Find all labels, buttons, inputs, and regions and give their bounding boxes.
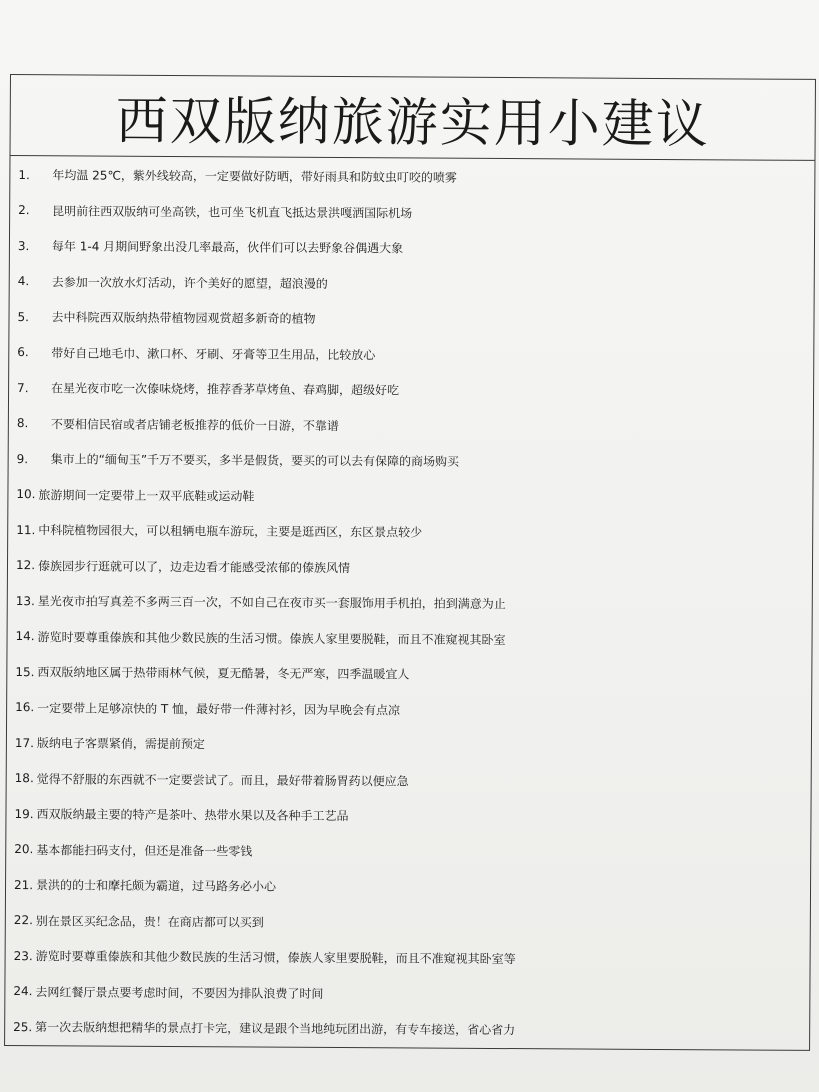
tip-text: 一定要带上足够凉快的 T 恤，最好带一件薄衬衫，因为早晚会有点凉	[37, 700, 401, 718]
tip-number: 7.	[17, 380, 29, 395]
tip-item	[7, 618, 811, 658]
tip-number: 13.	[15, 593, 35, 608]
tip-item	[5, 1009, 809, 1049]
tip-text: 基本都能扫码支付，但还是准备一些零钱	[36, 842, 253, 859]
tip-number: 21.	[14, 877, 34, 892]
tip-number: 17.	[14, 735, 35, 750]
tip-text: 集市上的“缅甸玉”千万不要买，多半是假货，要买的可以去有保障的商场购买	[50, 452, 460, 470]
tip-number: 9.	[16, 451, 29, 466]
tip-text: 游览时要尊重傣族和其他少数民族的生活习惯，傣族人家里要脱鞋，而且不准窥视其卧室等	[35, 949, 516, 967]
tip-item	[8, 583, 812, 623]
tip-text: 每年 1-4 月期间野象出没几率最高，伙伴们可以去野象谷偶遇大象	[51, 239, 404, 256]
tip-text: 去网红餐厅景点要考虑时间，不要因为排队浪费了时间	[35, 984, 324, 1001]
tip-number: 5.	[17, 309, 30, 324]
tip-item	[9, 405, 813, 445]
tip-number: 15.	[15, 664, 35, 679]
tip-number: 4.	[17, 274, 30, 289]
tip-text: 别在景区买纪念品，贵！在商店都可以买到	[35, 913, 264, 930]
tip-text: 景洪的的士和摩托颇为霸道，过马路务必小心	[36, 878, 277, 894]
tip-item	[6, 902, 810, 942]
tip-item	[10, 264, 814, 304]
tip-number: 25.	[13, 1019, 33, 1034]
tip-number: 3.	[17, 238, 30, 253]
tip-item	[5, 973, 809, 1013]
tip-number: 11.	[16, 522, 36, 537]
document-title: 西双版纳旅游实用小建议	[115, 91, 710, 155]
tip-item	[10, 157, 814, 197]
tip-item	[9, 299, 813, 339]
tip-item	[7, 654, 811, 694]
tip-number: 16.	[15, 700, 35, 715]
tip-number: 1.	[18, 167, 30, 182]
tip-number: 12.	[15, 558, 36, 573]
tip-text: 西双版纳最主要的特产是茶叶、热带水果以及各种手工艺品	[36, 807, 349, 824]
tip-number: 18.	[14, 771, 34, 786]
tip-item	[7, 760, 811, 800]
tip-item	[6, 796, 810, 836]
tip-item	[10, 228, 814, 268]
tip-number: 2.	[18, 203, 30, 218]
tip-text: 在星光夜市吃一次傣味烧烤，推荐香茅草烤鱼、春鸡脚，超级好吃	[51, 381, 400, 398]
tip-text: 觉得不舒服的东西就不一定要尝试了。而且，最好带着肠胃药以便应急	[36, 771, 409, 789]
tip-item	[10, 193, 814, 233]
tip-item	[9, 441, 813, 481]
tip-item	[7, 689, 811, 729]
tips-list	[5, 157, 814, 1049]
tip-number: 6.	[17, 345, 29, 360]
tip-text: 西双版纳地区属于热带雨林气候，夏无酷暑，冬无严寒，四季温暖宜人	[37, 665, 410, 682]
tip-number: 23.	[13, 948, 33, 963]
tip-item	[6, 938, 810, 978]
tip-item	[8, 476, 812, 516]
tip-text: 不要相信民宿或者店铺老板推荐的低价一日游，不靠谱	[50, 417, 339, 433]
tip-number: 22.	[13, 913, 33, 928]
tip-number: 14.	[15, 629, 35, 644]
tip-text: 第一次去版纳想把精华的景点打卡完，建议是跟个当地纯玩团出游，有专车接送，省心省力	[35, 1020, 516, 1038]
tip-item	[9, 370, 813, 410]
tip-text: 中科院植物园很大，可以租辆电瓶车游玩，主要是逛西区，东区景点较少	[38, 523, 423, 540]
tip-text: 昆明前往西双版纳可坐高铁，也可坐飞机直飞抵达景洪嘎洒国际机场	[52, 204, 413, 221]
tip-item	[6, 867, 810, 907]
document-frame	[4, 74, 816, 1051]
tip-item	[7, 725, 811, 765]
title-box	[10, 75, 814, 161]
tip-text: 年均温 25℃，紫外线较高，一定要做好防晒，带好雨具和防蚊虫叮咬的喷雾	[52, 168, 457, 185]
tip-text: 版纳电子客票紧俏，需提前预定	[36, 736, 205, 752]
tip-item	[8, 512, 812, 552]
tip-item	[6, 831, 810, 871]
tip-item	[9, 335, 813, 375]
tip-number: 10.	[16, 487, 36, 502]
tip-text: 游览时要尊重傣族和其他少数民族的生活习惯。傣族人家里要脱鞋，而且不准窥视其卧室	[37, 629, 506, 647]
tip-text: 旅游期间一定要带上一双平底鞋或运动鞋	[38, 487, 255, 504]
tip-number: 19.	[14, 806, 34, 821]
tip-text: 星光夜市拍写真差不多两三百一次，不如自己在夜市买一套服饰用手机拍，拍到满意为止	[37, 594, 506, 612]
tip-text: 去参加一次放水灯活动，许个美好的愿望，超浪漫的	[51, 275, 328, 291]
tip-text: 去中科院西双版纳热带植物园观赏超多新奇的植物	[51, 310, 316, 327]
tip-number: 20.	[14, 842, 34, 857]
tip-text: 傣族园步行逛就可以了，边走边看才能感受浓郁的傣族风情	[37, 558, 351, 575]
tip-number: 24.	[13, 984, 33, 999]
tip-text: 带好自己地毛巾、漱口杯、牙刷、牙膏等卫生用品，比较放心	[51, 346, 376, 362]
tip-number: 8.	[16, 416, 29, 431]
tip-item	[8, 547, 812, 587]
